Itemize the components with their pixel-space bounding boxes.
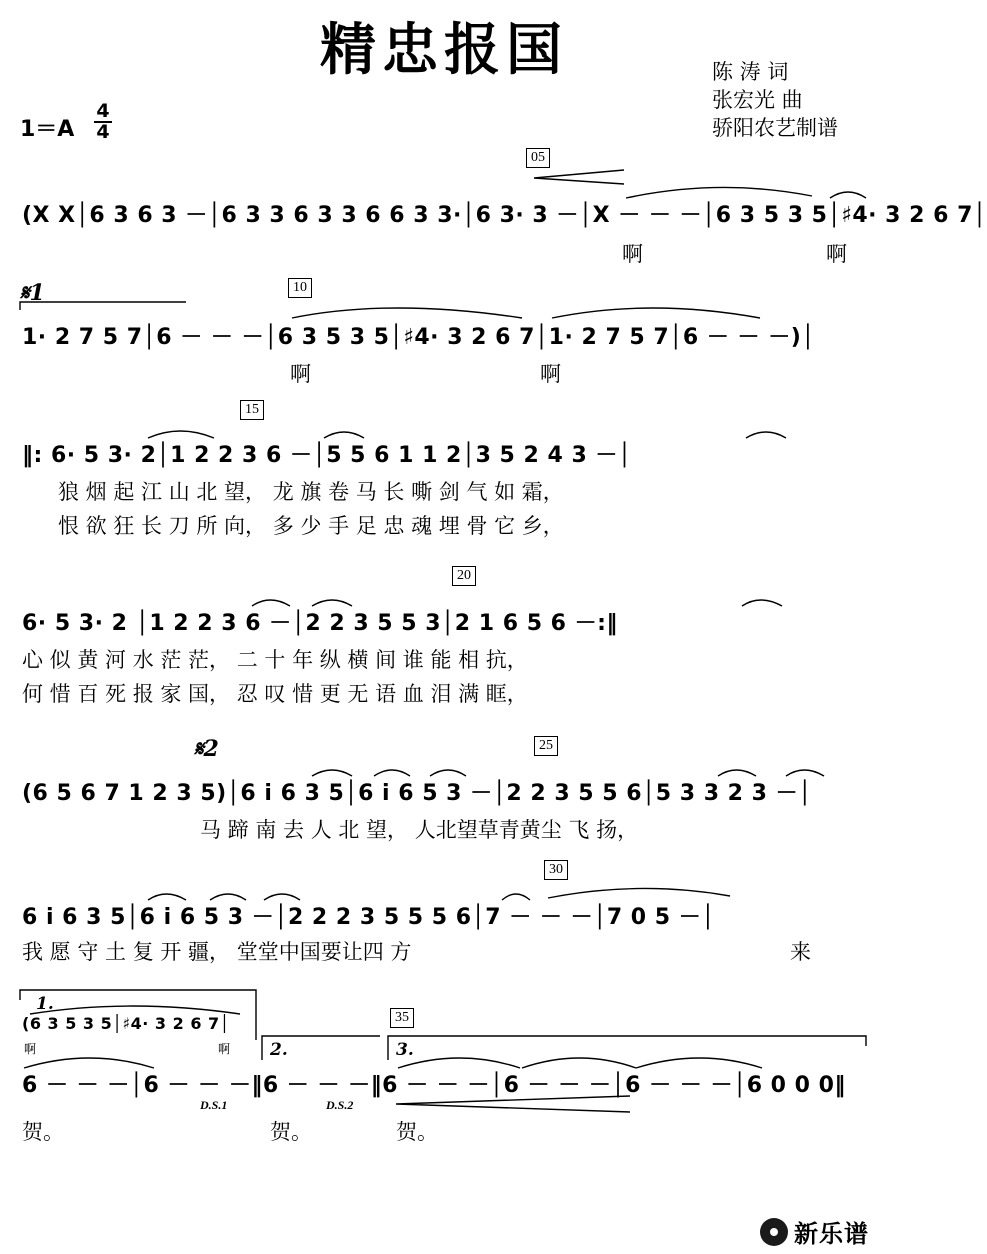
song-title: 精忠报国 [320,17,568,83]
lyric-line-2-b: 啊 [540,362,561,386]
lyric-line-1-b: 啊 [826,242,847,266]
tie [398,1058,520,1068]
lyric-line-7-a: 啊 [24,1042,37,1056]
tie [24,1058,154,1068]
slur [626,187,812,198]
slur [292,308,522,318]
notation-line-3: ‖: 6· 5 3· 2│1 2 2 3 6 －│5 5 6 1 1 2│3 5 2 4 3 －│ [22,443,632,468]
lyric-line-6-b: 来 [790,940,811,964]
volta-1-label: 1. [36,994,54,1014]
lyric-line-8-c: 贺。 [396,1120,438,1144]
notation-line-5: (6 5 6 7 1 2 3 5)│6 i 6 3 5│6 i 6 5 3 －│2 2 3 5 5 6│5 3 3 2 3 －│ [22,781,812,806]
slur [552,308,760,318]
notation-line-2: 1· 2 7 5 7│6 － － －│6 3 5 3 5│♯4· 3 2 6 7│1· 2 7 5 7│6 － － －)│ [22,325,816,350]
lyric-line-8-b: 贺。 [270,1120,312,1144]
lyric-line-3-verse-1: 狼 烟 起 江 山 北 望， 龙 旗 卷 马 长 嘶 剑 气 如 霜， [58,480,564,504]
time-top: 4 [94,102,112,123]
credits-block [712,58,872,142]
lyric-line-4-verse-1: 心 似 黄 河 水 茫 茫， 二 十 年 纵 横 间 谁 能 相 抗， [22,648,528,672]
slur [746,432,786,438]
lyric-line-2-a: 啊 [290,362,311,386]
measure-number-15: 15 [240,400,264,420]
lyric-line-4-verse-2: 何 惜 百 死 报 家 国， 忍 叹 惜 更 无 语 血 泪 满 眶， [22,682,528,706]
ds-1-mark: D.S.1 [200,1098,228,1112]
time-signature [94,102,112,142]
lyric-line-7-b: 啊 [218,1042,231,1056]
vinyl-record-icon [760,1218,788,1246]
logo-text: 新乐谱 [794,1220,869,1248]
measure-number-20: 20 [452,566,476,586]
tie [636,1058,762,1068]
measure-number-30: 30 [544,860,568,880]
measure-number-10: 10 [288,278,312,298]
volta-3-label: 3. [396,1040,414,1060]
lyric-line-8-a: 贺。 [22,1120,64,1144]
notation-line-6: 6 i 6 3 5│6 i 6 5 3 －│2 2 2 3 5 5 5 6│7 － － －│7 0 5 －│ [22,905,715,930]
segno-2-mark: 𝄋2 [194,736,219,762]
notation-line-7: (6 3 5 3 5│♯4· 3 2 6 7│ [22,1014,230,1033]
slur [148,431,214,438]
decrescendo-hairpin [396,1096,630,1112]
arranger-credit: 骄阳农艺制谱 [712,116,838,140]
lyric-line-1-a: 啊 [622,242,643,266]
time-bottom: 4 [96,121,110,143]
slur [742,600,782,606]
volta-bracket-3 [388,1036,866,1060]
site-logo [760,1214,869,1249]
notation-line-4: 6· 5 3· 2 │1 2 2 3 6 －│2 2 3 5 5 3│2 1 6 5 6 －:‖ [22,611,618,636]
composer-credit: 张宏光 曲 [712,88,803,112]
volta-2-label: 2. [270,1040,288,1060]
crescendo-hairpin [534,170,624,184]
lyric-line-5: 马 蹄 南 去 人 北 望， 人北望草青黄尘 飞 扬， [200,818,639,842]
lyricist-credit: 陈 涛 词 [712,60,789,84]
measure-number-05: 05 [526,148,550,168]
slur [548,888,730,898]
lyric-line-6-a: 我 愿 守 土 复 开 疆， 堂堂中国要让四 方 [22,940,412,964]
notation-line-1: (X X│6 3 6 3 －│6 3 3 6 3 3 6 6 3 3·│6 3· 3 －│X － － －│6 3 5 3 5│♯4· 3 2 6 7│ [22,203,987,228]
measure-number-25: 25 [534,736,558,756]
segno-1-mark: 𝄋1 [20,280,45,306]
measure-number-35: 35 [390,1008,414,1028]
slur [30,1006,240,1014]
ds-2-mark: D.S.2 [326,1098,354,1112]
lyric-line-3-verse-2: 恨 欲 狂 长 刀 所 向， 多 少 手 足 忠 魂 埋 骨 它 乡， [58,514,564,538]
notation-line-8: 6 － － －│6 － － －‖6 － － －‖6 － － －│6 － － －│6 － － －│6 0 0 0‖ [22,1073,846,1098]
tie [522,1058,636,1068]
key-signature: 1＝A [20,117,75,142]
